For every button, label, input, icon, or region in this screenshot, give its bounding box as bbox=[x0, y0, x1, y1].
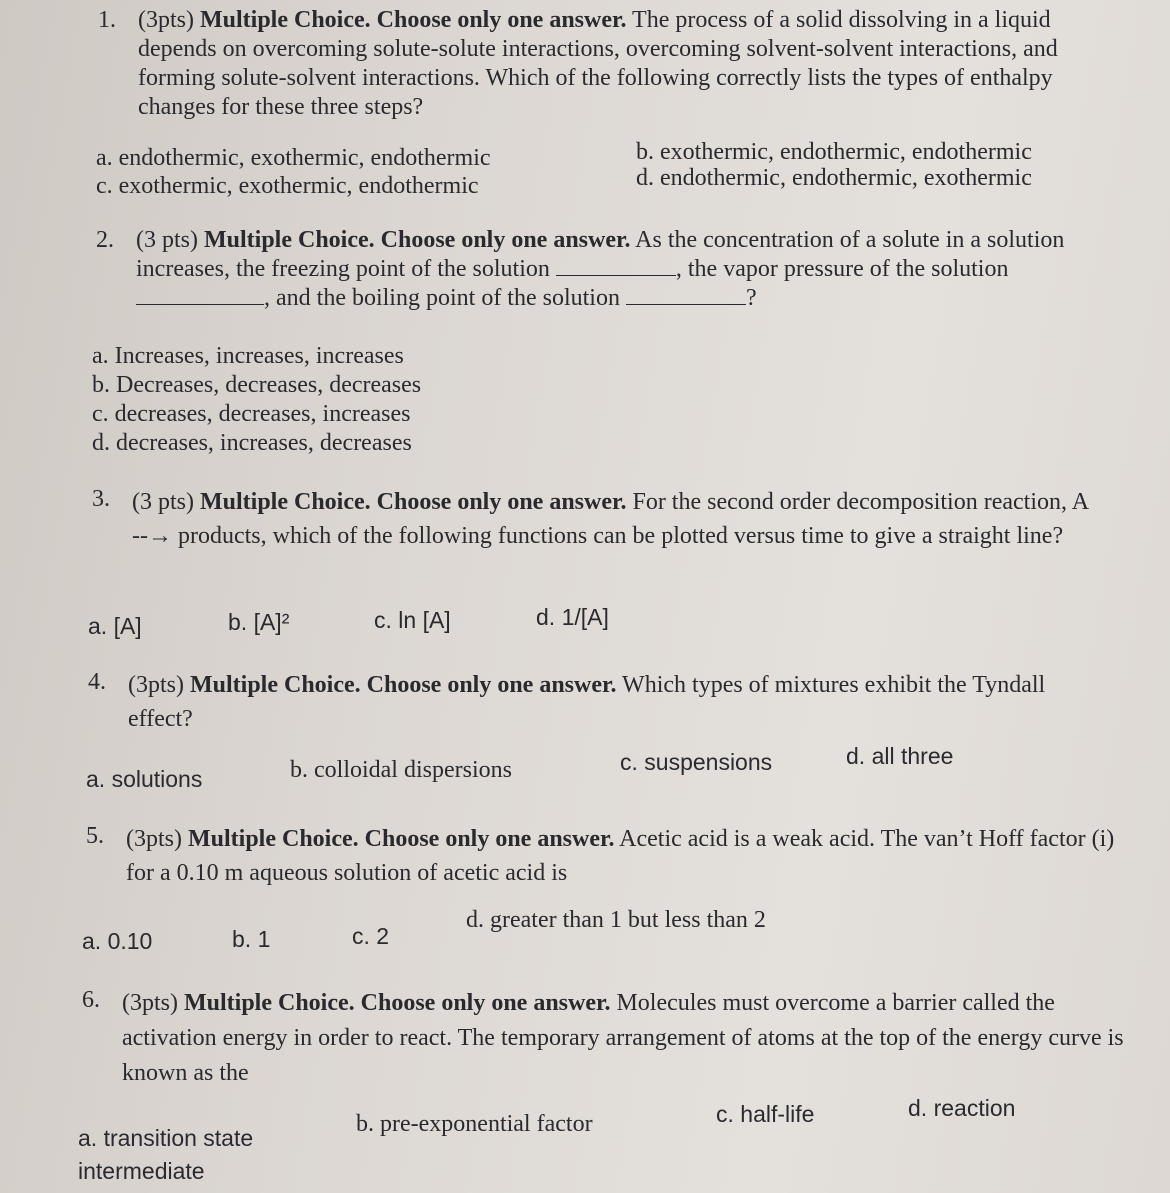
question-body: The process of a solid dissolving in a liquid depends on overcoming solute-solute interactions, overcoming solvent-solvent interactions, and forming solute-solvent interactions. Which of the following correctly lists the types of enthalpy changes for these three steps? bbox=[138, 7, 1058, 120]
option-a[interactable]: a. endothermic, exothermic, endothermic bbox=[96, 145, 491, 171]
instruction: Multiple Choice. Choose only one answer. bbox=[204, 227, 631, 253]
option-c[interactable]: c. ln [A] bbox=[374, 607, 451, 633]
instruction: Multiple Choice. Choose only one answer. bbox=[200, 489, 627, 515]
points: (3 pts) bbox=[136, 227, 198, 253]
question-number: 6. bbox=[82, 987, 100, 1013]
question-body-part-1: As the concentration of a solute in a solution increases, the freezing point of the solution bbox=[136, 227, 1065, 282]
option-c[interactable]: c. decreases, decreases, increases bbox=[92, 401, 411, 427]
option-c[interactable]: c. 2 bbox=[352, 923, 390, 949]
points: (3pts) bbox=[138, 7, 194, 33]
option-d[interactable]: d. greater than 1 but less than 2 bbox=[466, 907, 766, 933]
option-b[interactable]: b. 1 bbox=[232, 926, 271, 952]
option-d[interactable]: d. endothermic, endothermic, exothermic bbox=[636, 165, 1032, 191]
option-b[interactable]: b. exothermic, endothermic, endothermic bbox=[636, 139, 1032, 165]
question-body: For the second order decomposition reaction, A --→ products, which of the following functions can be plotted versus time to give a straight line? bbox=[132, 489, 1088, 549]
question-body: Acetic acid is a weak acid. The van’t Hoff factor (i) for a 0.10 m aqueous solution of acetic acid is bbox=[126, 826, 1115, 886]
option-d[interactable]: d. all three bbox=[846, 743, 954, 769]
option-c[interactable]: c. half-life bbox=[716, 1101, 815, 1127]
question-text bbox=[126, 822, 1126, 890]
question-number: 3. bbox=[92, 486, 110, 512]
instruction: Multiple Choice. Choose only one answer. bbox=[190, 672, 617, 698]
question-text bbox=[128, 668, 1108, 736]
option-b[interactable]: b. [A]² bbox=[228, 609, 290, 635]
answer-blank-2[interactable] bbox=[136, 286, 264, 305]
points: (3pts) bbox=[128, 672, 184, 698]
instruction: Multiple Choice. Choose only one answer. bbox=[188, 826, 615, 852]
instruction: Multiple Choice. Choose only one answer. bbox=[184, 990, 611, 1016]
question-text bbox=[138, 6, 1078, 122]
option-b[interactable]: b. colloidal dispersions bbox=[290, 757, 512, 783]
question-body-part-3: , and the boiling point of the solution bbox=[264, 285, 620, 311]
option-d[interactable]: d. 1/[A] bbox=[536, 604, 609, 630]
option-d[interactable]: d. reaction bbox=[908, 1095, 1016, 1121]
question-number: 5. bbox=[86, 823, 104, 849]
option-c[interactable]: c. suspensions bbox=[620, 749, 773, 775]
question-number: 4. bbox=[88, 669, 106, 695]
answer-blank-1[interactable] bbox=[556, 257, 676, 276]
option-a[interactable]: a. Increases, increases, increases bbox=[92, 343, 404, 369]
question-body-part-2: , the vapor pressure of the solution bbox=[675, 256, 1009, 282]
option-c[interactable]: c. exothermic, exothermic, endothermic bbox=[96, 173, 479, 199]
answer-blank-3[interactable] bbox=[626, 286, 746, 305]
question-body: Which types of mixtures exhibit the Tyndall effect? bbox=[128, 672, 1046, 732]
option-d-continuation: intermediate bbox=[78, 1158, 205, 1184]
option-a[interactable]: a. transition state bbox=[78, 1125, 254, 1151]
question-number: 1. bbox=[98, 7, 116, 33]
question-text bbox=[136, 226, 1076, 313]
points: (3pts) bbox=[122, 990, 178, 1016]
option-b[interactable]: b. pre-exponential factor bbox=[356, 1111, 593, 1137]
points: (3pts) bbox=[126, 826, 182, 852]
option-d[interactable]: d. decreases, increases, decreases bbox=[92, 430, 412, 456]
question-number: 2. bbox=[96, 227, 114, 253]
points: (3 pts) bbox=[132, 489, 194, 515]
question-body-part-4: ? bbox=[745, 285, 757, 311]
option-a[interactable]: a. 0.10 bbox=[82, 928, 153, 954]
question-body: Molecules must overcome a barrier called the activation energy in order to react. The temporary arrangement of atoms at the top of the energy curve is known as the bbox=[122, 990, 1124, 1086]
question-text bbox=[122, 986, 1142, 1091]
instruction: Multiple Choice. Choose only one answer. bbox=[200, 7, 627, 33]
option-b[interactable]: b. Decreases, decreases, decreases bbox=[92, 372, 422, 398]
question-text bbox=[132, 485, 1092, 553]
option-a[interactable]: a. solutions bbox=[86, 766, 203, 792]
option-a[interactable]: a. [A] bbox=[88, 613, 142, 639]
